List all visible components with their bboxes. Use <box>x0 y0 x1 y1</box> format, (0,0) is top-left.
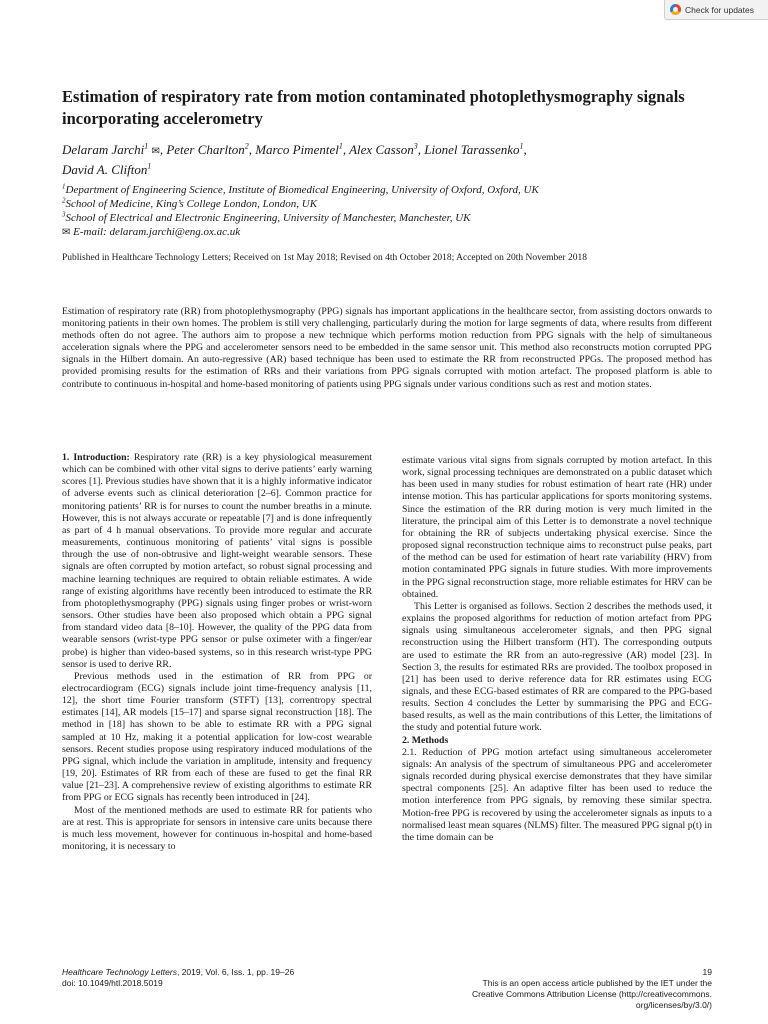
email-address[interactable]: E-mail: delaram.jarchi@eng.ox.ac.uk <box>73 226 241 238</box>
affiliations <box>62 183 722 240</box>
footer-license <box>352 967 712 1011</box>
envelope-icon: ✉ <box>62 227 71 238</box>
section-heading: 1. Introduction: <box>62 452 130 463</box>
license-text: This is an open access article published by the IET under the <box>482 978 712 988</box>
publication-info: Published in Healthcare Technology Letters; Received on 1st May 2018; Revised on 4th October 2018; Accepted on 20th November 2018 <box>62 253 587 263</box>
body-paragraph: Previous methods used in the estimation of RR from PPG or electrocardiogram (ECG) signals include joint time-frequency analysis [11, 12], the short time Fourier transform (STFT) [13], correntropy spectral estimates [14], AR models [15–17] and sparse signal reconstruction [18]. The method in [18] has shown to be able to estimate RR with a PPG signal sampled at 10 Hz, making it a potential application for low-cost wearable sensors. Recent studies propose using respiratory induced modulations of the PPG signal, which include the variation in amplitude, intensity and frequency [19, 20]. Estimates of RR from each of these are fused to get the final RR value [21–23]. A comprehensive review of existing algorithms to estimate RR from PPG or ECG signals has recently been introduced in [24]. <box>62 670 372 804</box>
citation-details: , 2019, Vol. 6, Iss. 1, pp. 19–26 <box>176 967 295 977</box>
body-paragraph: This Letter is organised as follows. Section 2 describes the methods used, it explains the proposed algorithms for reduction of motion artefact from PPG signals using simultaneous accelerometer signals, and then PPG signal reconstruction using the Hilbert transform (HT). The corresponding outputs are used to estimate the RR from an auto-regressive (AR) model [23]. In Section 3, the results for estimated RRs are provided. The toolbox proposed in [21] has been used to derive reference data for RR estimates using ECG signals, and these ECG-based estimates of RR are compared to the PPG-based results. Section 4 concludes the Letter by summarising the PPG and ECG-based results, as well as the main contributions of this Letter, the limitations of the study and potential future work. <box>402 600 712 734</box>
crossmark-icon <box>670 4 681 15</box>
section-heading: 2. Methods <box>402 734 449 746</box>
author-sup: 1 <box>147 161 152 171</box>
check-for-updates-label: Check for updates <box>685 4 754 15</box>
left-column <box>62 452 372 853</box>
affiliation: $^2$School of Medicine, King’s College London, London, UK <box>62 196 318 210</box>
author-name[interactable]: David A. Clifton <box>62 162 148 177</box>
license-link[interactable]: Creative Commons Attribution License (http://creativecommons. <box>472 989 712 999</box>
affiliation: $^3$School of Electrical and Electronic Engineering, University of Manchester, Manchester, UK <box>62 210 471 224</box>
doi[interactable]: doi: 10.1049/htl.2018.5019 <box>62 978 163 988</box>
author-name[interactable]: Marco Pimentel <box>255 142 339 157</box>
page-number: 19 <box>702 967 712 977</box>
author-sup: 3 <box>413 141 418 151</box>
envelope-icon[interactable]: ✉ <box>151 146 160 157</box>
author-name[interactable]: Alex Casson <box>349 142 414 157</box>
license-link[interactable]: org/licenses/by/3.0/) <box>635 1000 712 1010</box>
author-name[interactable]: Lionel Tarassenko <box>424 142 520 157</box>
footer-citation <box>62 967 294 989</box>
author-sup: 1 <box>338 141 343 151</box>
author-sup: 1 <box>144 141 149 151</box>
abstract: Estimation of respiratory rate (RR) from photoplethysmography (PPG) signals has important applications in the healthcare sector, from assisting doctors onwards to monitoring patients in their own homes. The problem is still very challenging, particularly during the motion for large segments of data, where results from different methods often do not agree. The authors aim to propose a new technique which performs motion reduction from PPG signals with the help of simultaneous acceleration signals where the PPG and accelerometer sensors need to be embedded in the same sensor unit. This method also reconstructs motion corrupted PPG signals in the Hilbert domain. An auto-regressive (AR) based technique has been used to estimate the RR from reconstructed PPGs. The proposed method has provided promising results for the estimation of RRs and their variations from PPG signals corrupted with motion artefact. The proposed platform is able to contribute to continuous in-hospital and home-based monitoring of patients using PPG signals under various conditions such as rest and motion states. <box>62 306 712 390</box>
email-line <box>62 225 722 240</box>
article-title: Estimation of respiratory rate from motion contaminated photoplethysmography signals incorporating accelerometry <box>62 87 685 128</box>
affiliation: $^1$Department of Engineering Science, Institute of Biomedical Engineering, University of Oxford, Oxford, UK <box>62 182 539 196</box>
right-column <box>402 455 712 844</box>
author-name[interactable]: Peter Charlton <box>166 142 245 157</box>
check-for-updates-badge[interactable] <box>664 0 768 20</box>
body-paragraph: estimate various vital signs from signals corrupted by motion artefact. In this work, signal processing techniques are demonstrated on a public dataset which has been used in many studies for robust estimation of heart rate (HR) under intense motion. This has particular applications for sports monitoring systems. Since the estimation of the RR during motion is very much limited in the literature, the principal aim of this Letter is to demonstrate a novel technique for obtaining the RR of subjects undertaking physical exercise. Since the proposed signal reconstruction technique aims to reconstruct pulse peaks, part of the method can be used for estimation of heart rate variability (HRV) from motion contaminated PPG signals in future studies. With more improvements in the PPG signal reconstruction stage, more reliable estimates for HRV can be obtained. <box>402 455 712 600</box>
journal-name: Healthcare Technology Letters <box>62 967 177 977</box>
author-sup: 2 <box>244 141 249 151</box>
author-name[interactable]: Delaram Jarchi <box>62 142 145 157</box>
body-paragraph: Most of the mentioned methods are used to estimate RR for patients who are at rest. This is appropriate for sensors in intensive care units because there is much less movement, however for continuous in-hospital and home-based monitoring, it is necessary to <box>62 804 372 852</box>
body-paragraph: 2.1. Reduction of PPG motion artefact using simultaneous accelerometer signals: An analysis of the spectrum of simultaneous PPG and accelerometer signals recorded during physical exercise demonstrates that they have similar spectral components [25]. An adaptive filter has been used to reduce the motion interference from PPG signals, by removing these similar spectra. Motion-free PPG is recovered by using the accelerometer signals as inputs to a normalised least mean squares (NLMS) filter. The measured PPG signal p(t) in the time domain can be <box>402 746 712 843</box>
intro-paragraph: 1. Introduction: Respiratory rate (RR) is a key physiological measurement which can be combined with other vital signs to derive patients’ early warning scores [1]. Previous studies have shown that it is a highly informative indicator of adverse events such as clinical deterioration [2–6]. Common practice for monitoring patients’ RR is for nurses to count the number breaths in a minute. However, this is not always accurate or repeatable [7] and is done infrequently as part of 4 h manual observations. To provide more regular and accurate measurements, continuous monitoring of patients’ vital signs is possible through the use of non-obtrusive and light-weight wearable sensors. These signals are often corrupted by motion artefact, so robust signal processing and machine learning techniques are required to obtain reliable estimates. A wide range of existing algorithms have recently been introduced to estimate the RR from photoplethysmography (PPG) signals using finger probes or wrist-worn sensors. Other studies have been also proposed which obtain a PPG signal from standard video data [8–10]. However, the quality of the PPG data from wearable sensors (wrist-type PPG sensor or pulse oximeter with a finger/ear probe) is higher than video-based systems, so in this research wrist-type PPG sensor is used to derive RR. <box>62 452 373 670</box>
author-list: Delaram Jarchi$^1$ ✉, Peter Charlton$^2$, Marco Pimentel$^1$, Alex Casson$^3$, Lionel Tarassenko$^1$, David A. Clifton$^1$ <box>62 141 527 177</box>
author-sup: 1 <box>519 141 524 151</box>
